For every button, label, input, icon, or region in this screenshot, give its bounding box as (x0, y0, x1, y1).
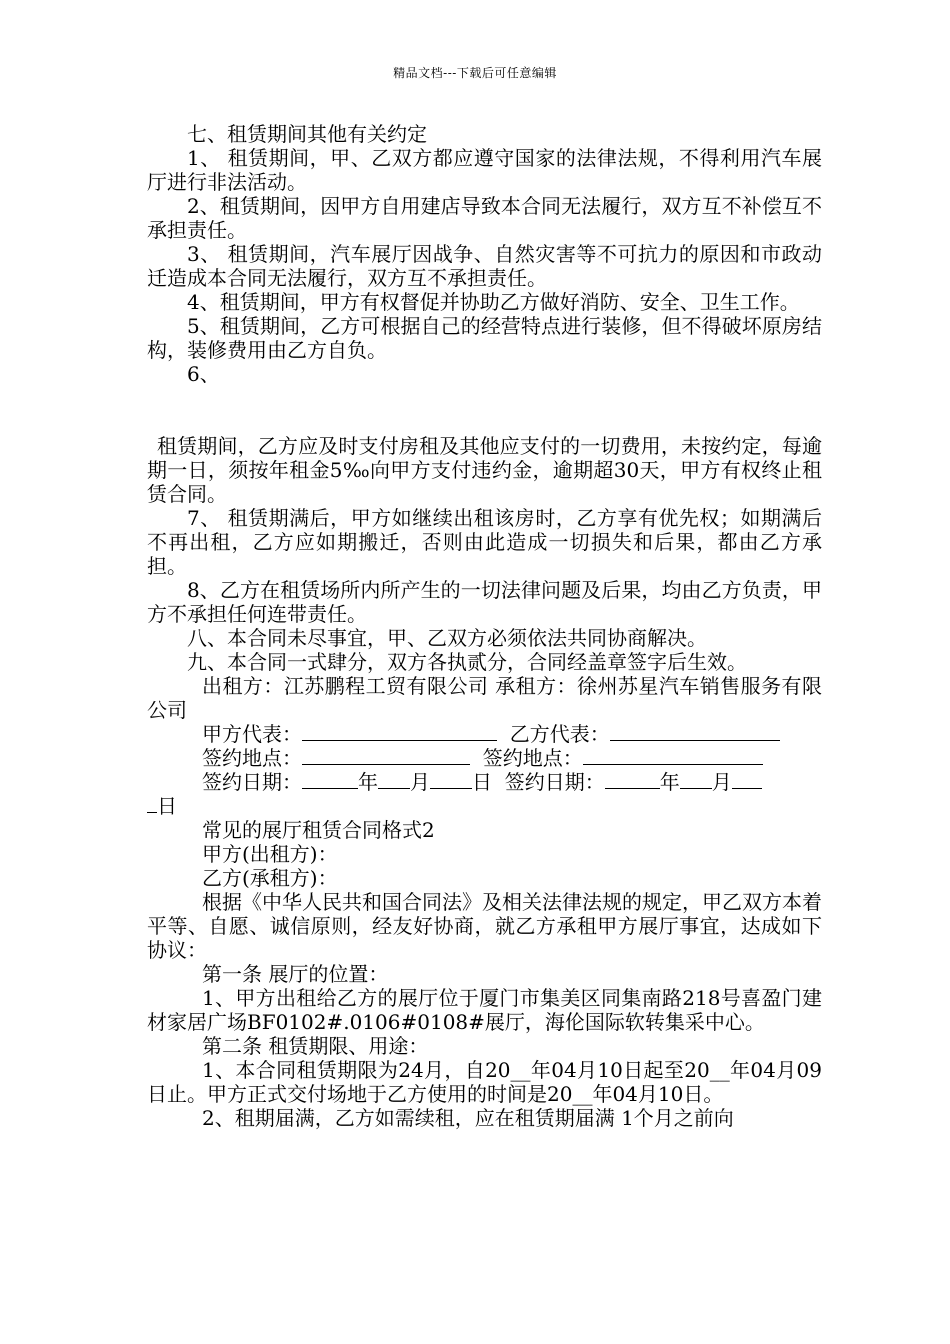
party-b-line: 乙方(承租方)： (202, 866, 338, 890)
date-b-month-blank (680, 770, 712, 789)
article-1-clause-1: 1、甲方出租给乙方的展厅位于厦门市集美区同集南路218号喜盈门建材家居广场BF0102#.0106#0108#展厅，海伦国际软转集采中心。 (147, 986, 822, 1034)
clause-7-8: 8、乙方在租赁场所内所产生的一切法律问题及后果，均由乙方负责，甲方不承担任何连带责任。 (147, 578, 822, 626)
representative-line (147, 722, 822, 746)
date-line-wrap (147, 794, 822, 818)
place-line (147, 746, 822, 770)
article-2-clause-1: 1、本合同租赁期限为24月，自20__年04月10日起至20__年04月09日止。甲方正式交付场地于乙方使用的时间是20__年04月10日。 (147, 1058, 822, 1106)
document-body (147, 122, 822, 1130)
date-b-day-blank-start (732, 770, 762, 789)
clause-7-6-number: 6、 (187, 362, 220, 386)
place-a-blank (302, 746, 470, 765)
date-a-day-blank (430, 770, 472, 789)
rep-a-label: 甲方代表： (202, 722, 302, 746)
place-b-blank (583, 746, 763, 765)
date-b-label: 签约日期： (504, 770, 605, 794)
date-b-year-blank (605, 770, 660, 789)
party-a-line: 甲方(出租方)： (202, 842, 338, 866)
date-b-year: 年 (659, 770, 680, 794)
article-2-clause-2: 2、租期届满，乙方如需续租，应在租赁期届满 1个月之前向 (202, 1106, 734, 1130)
clause-7-1: 1、 租赁期间，甲、乙双方都应遵守国家的法律法规，不得利用汽车展厅进行非法活动。 (147, 146, 822, 194)
page-header: 精品文档---下载后可任意编辑 (393, 66, 557, 80)
date-b-day: 日 (157, 794, 177, 818)
section-8: 八、本合同未尽事宜，甲、乙双方必须依法共同协商解决。 (187, 626, 707, 650)
date-a-month: 月 (410, 770, 430, 794)
clause-7-4: 4、租赁期间，甲方有权督促并协助乙方做好消防、安全、卫生工作。 (187, 290, 800, 314)
article-1-title: 第一条 展厅的位置： (202, 962, 389, 986)
clause-7-2: 2、租赁期间，因甲方自用建店导致本合同无法履行，双方互不补偿互不承担责任。 (147, 194, 822, 242)
rep-b-label: 乙方代表： (509, 722, 610, 746)
section-9: 九、本合同一式肆分，双方各执贰分，合同经盖章签字后生效。 (187, 650, 747, 674)
rep-a-blank (302, 722, 497, 741)
clause-7-6-body: 租赁期间，乙方应及时支付房租及其他应支付的一切费用，未按约定，每逾期一日，须按年租金5‰向甲方支付违约金，逾期超30天，甲方有权终止租赁合同。 (147, 434, 822, 506)
clause-7-7: 7、 租赁期满后，甲方如继续出租该房时，乙方享有优先权；如期满后不再出租，乙方应如期搬迁，否则由此造成一切损失和后果，都由乙方承担。 (147, 506, 822, 578)
parties-line: 出租方：江苏鹏程工贸有限公司 承租方：徐州苏星汽车销售服务有限公司 (147, 674, 822, 722)
place-a-label: 签约地点： (202, 746, 302, 770)
rep-b-blank (610, 722, 780, 741)
legal-basis: 根据《中华人民共和国合同法》及相关法律法规的规定，甲乙双方本着平等、自愿、诚信原则，经友好协商，就乙方承租甲方展厅事宜，达成如下协议： (147, 890, 822, 962)
date-b-day-blank-end (147, 794, 157, 813)
date-a-year-blank (302, 770, 358, 789)
section-7-title: 七、租赁期间其他有关约定 (187, 122, 427, 146)
date-a-year: 年 (358, 770, 378, 794)
date-b-month: 月 (711, 770, 732, 794)
contract-2-title: 常见的展厅租赁合同格式2 (202, 818, 435, 842)
blank-gap (147, 386, 822, 434)
date-a-day: 日 (472, 770, 492, 794)
clause-7-5: 5、租赁期间，乙方可根据自己的经营特点进行装修，但不得破坏原房结构，装修费用由乙方自负。 (147, 314, 822, 362)
clause-7-3: 3、 租赁期间，汽车展厅因战争、自然灾害等不可抗力的原因和市政动迁造成本合同无法履行，双方互不承担责任。 (147, 242, 822, 290)
place-b-label: 签约地点： (482, 746, 583, 770)
date-line (147, 770, 822, 794)
date-a-month-blank (378, 770, 410, 789)
article-2-title: 第二条 租赁期限、用途： (202, 1034, 429, 1058)
date-a-label: 签约日期： (202, 770, 302, 794)
